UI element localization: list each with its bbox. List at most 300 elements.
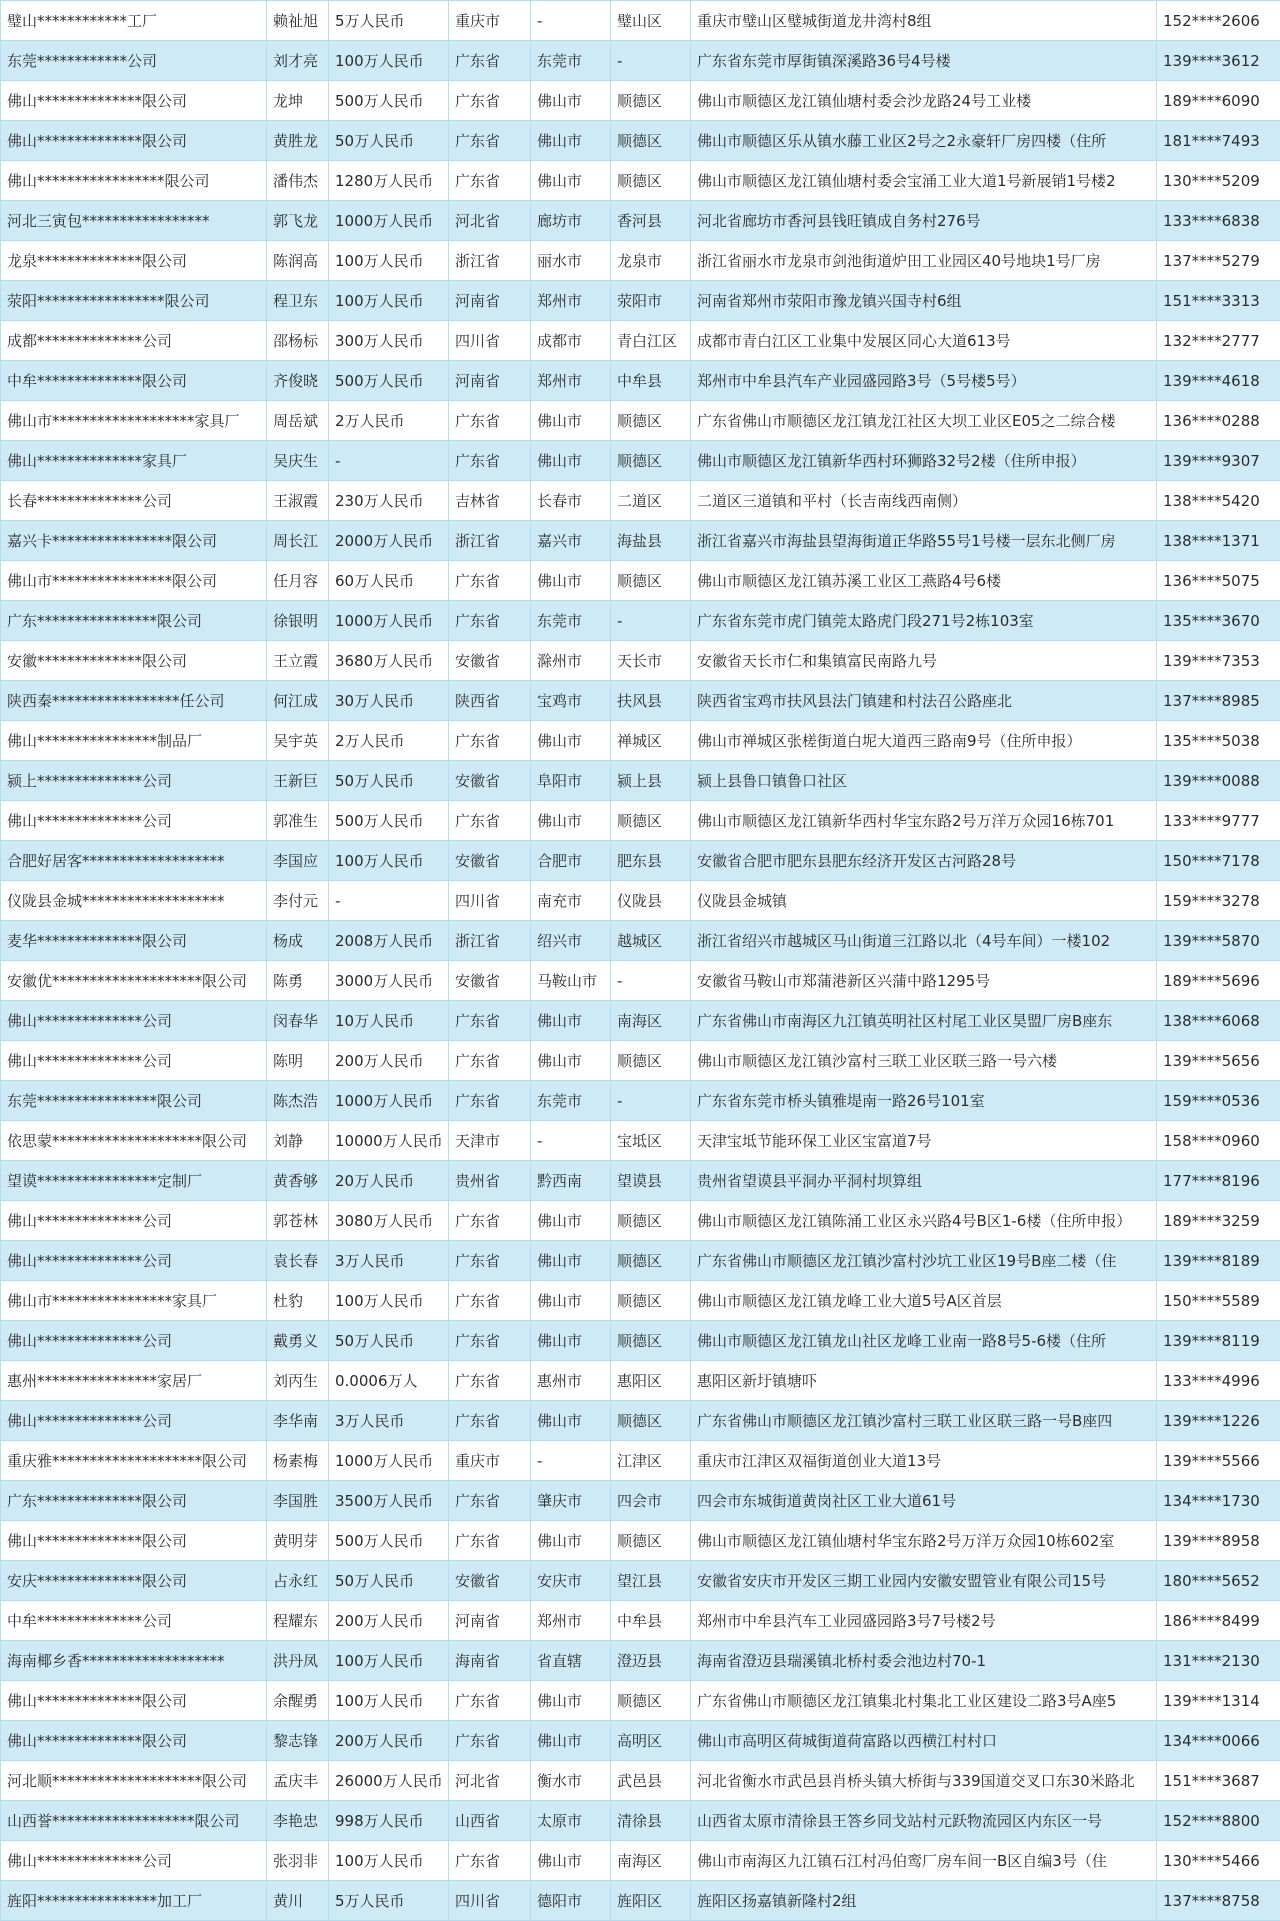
contact-name-cell: 程耀东 — [267, 1601, 329, 1641]
registered-capital-cell: 100万人民币 — [329, 41, 449, 81]
contact-name-cell: 周长江 — [267, 521, 329, 561]
contact-name-cell: 杨成 — [267, 921, 329, 961]
company-name-cell: 合肥好居客******************* — [1, 841, 267, 881]
company-name-cell: 旌阳****************加工厂 — [1, 1881, 267, 1921]
district-cell: 香河县 — [611, 201, 691, 241]
district-cell: 中牟县 — [611, 1601, 691, 1641]
phone-cell: 133****4996 — [1157, 1361, 1280, 1401]
city-cell: 肇庆市 — [531, 1481, 611, 1521]
phone-cell: 139****8958 — [1157, 1521, 1280, 1561]
district-cell: 顺德区 — [611, 1281, 691, 1321]
province-cell: 山西省 — [449, 1801, 531, 1841]
contact-name-cell: 赖祉旭 — [267, 1, 329, 41]
table-row — [1, 201, 1280, 241]
registered-capital-cell: 50万人民币 — [329, 1561, 449, 1601]
address-cell: 广东省东莞市桥头镇雅堤南一路26号101室 — [691, 1081, 1157, 1121]
registered-capital-cell: 3万人民币 — [329, 1401, 449, 1441]
district-cell: 肥东县 — [611, 841, 691, 881]
city-cell: 佛山市 — [531, 1241, 611, 1281]
address-cell: 安徽省合肥市肥东县肥东经济开发区古河路28号 — [691, 841, 1157, 881]
district-cell: 越城区 — [611, 921, 691, 961]
phone-cell: 130****5209 — [1157, 161, 1280, 201]
contact-name-cell: 齐俊晓 — [267, 361, 329, 401]
district-cell: - — [611, 41, 691, 81]
address-cell: 佛山市顺德区龙江镇龙山社区龙峰工业南一路8号5-6楼（住所 — [691, 1321, 1157, 1361]
city-cell: 佛山市 — [531, 1321, 611, 1361]
company-name-cell: 佛山**************限公司 — [1, 1721, 267, 1761]
province-cell: 广东省 — [449, 1001, 531, 1041]
address-cell: 佛山市禅城区张槎街道白坭大道西三路南9号（住所申报） — [691, 721, 1157, 761]
address-cell: 河南省郑州市荥阳市豫龙镇兴国寺村6组 — [691, 281, 1157, 321]
address-cell: 广东省佛山市南海区九江镇英明社区村尾工业区昊盟厂房B座东 — [691, 1001, 1157, 1041]
district-cell: 二道区 — [611, 481, 691, 521]
phone-cell: 139****0088 — [1157, 761, 1280, 801]
company-name-cell: 安徽优********************限公司 — [1, 961, 267, 1001]
contact-name-cell: 王立霞 — [267, 641, 329, 681]
table-row — [1, 441, 1280, 481]
contact-name-cell: 徐银明 — [267, 601, 329, 641]
phone-cell: 137****8985 — [1157, 681, 1280, 721]
company-name-cell: 佛山**************家具厂 — [1, 441, 267, 481]
province-cell: 吉林省 — [449, 481, 531, 521]
table-row — [1, 1121, 1280, 1161]
district-cell: 天长市 — [611, 641, 691, 681]
district-cell: 顺德区 — [611, 81, 691, 121]
table-row — [1, 721, 1280, 761]
address-cell: 陕西省宝鸡市扶风县法门镇建和村法召公路座北 — [691, 681, 1157, 721]
phone-cell: 134****0066 — [1157, 1721, 1280, 1761]
address-cell: 佛山市顺德区龙江镇龙峰工业大道5号A区首层 — [691, 1281, 1157, 1321]
table-row — [1, 1361, 1280, 1401]
phone-cell: 136****5075 — [1157, 561, 1280, 601]
phone-cell: 158****0960 — [1157, 1121, 1280, 1161]
contact-name-cell: 龙坤 — [267, 81, 329, 121]
company-name-cell: 璧山************工厂 — [1, 1, 267, 41]
city-cell: 佛山市 — [531, 121, 611, 161]
province-cell: 浙江省 — [449, 921, 531, 961]
phone-cell: 139****9307 — [1157, 441, 1280, 481]
district-cell: 江津区 — [611, 1441, 691, 1481]
phone-cell: 138****1371 — [1157, 521, 1280, 561]
city-cell: 嘉兴市 — [531, 521, 611, 561]
province-cell: 四川省 — [449, 321, 531, 361]
registered-capital-cell: 1000万人民币 — [329, 601, 449, 641]
address-cell: 佛山市高明区荷城街道荷富路以西横江村村口 — [691, 1721, 1157, 1761]
city-cell: 太原市 — [531, 1801, 611, 1841]
table-row — [1, 961, 1280, 1001]
phone-cell: 151****3687 — [1157, 1761, 1280, 1801]
province-cell: 安徽省 — [449, 641, 531, 681]
city-cell: 成都市 — [531, 321, 611, 361]
province-cell: 海南省 — [449, 1641, 531, 1681]
address-cell: 天津宝坻节能环保工业区宝富道7号 — [691, 1121, 1157, 1161]
phone-cell: 139****1226 — [1157, 1401, 1280, 1441]
district-cell: 南海区 — [611, 1841, 691, 1881]
table-row — [1, 361, 1280, 401]
table-row — [1, 561, 1280, 601]
table-row — [1, 121, 1280, 161]
company-name-cell: 佛山**************公司 — [1, 1001, 267, 1041]
province-cell: 重庆市 — [449, 1441, 531, 1481]
district-cell: 龙泉市 — [611, 241, 691, 281]
contact-name-cell: 王淑霞 — [267, 481, 329, 521]
district-cell: 璧山区 — [611, 1, 691, 41]
address-cell: 重庆市江津区双福街道创业大道13号 — [691, 1441, 1157, 1481]
contact-name-cell: 杨素梅 — [267, 1441, 329, 1481]
registered-capital-cell: 2万人民币 — [329, 401, 449, 441]
registered-capital-cell: 230万人民币 — [329, 481, 449, 521]
company-name-cell: 海南椰乡香******************* — [1, 1641, 267, 1681]
table-row — [1, 1761, 1280, 1801]
table-row — [1, 1041, 1280, 1081]
phone-cell: 189****6090 — [1157, 81, 1280, 121]
city-cell: 东莞市 — [531, 601, 611, 641]
phone-cell: 139****5870 — [1157, 921, 1280, 961]
address-cell: 成都市青白江区工业集中发展区同心大道613号 — [691, 321, 1157, 361]
province-cell: 安徽省 — [449, 961, 531, 1001]
company-name-cell: 佛山**************限公司 — [1, 1521, 267, 1561]
address-cell: 广东省东莞市厚街镇深溪路36号4号楼 — [691, 41, 1157, 81]
registered-capital-cell: 998万人民币 — [329, 1801, 449, 1841]
table-row — [1, 1161, 1280, 1201]
address-cell: 颍上县鲁口镇鲁口社区 — [691, 761, 1157, 801]
company-name-cell: 河北顺********************限公司 — [1, 1761, 267, 1801]
company-name-cell: 安庆**************限公司 — [1, 1561, 267, 1601]
city-cell: 佛山市 — [531, 801, 611, 841]
address-cell: 郑州市中牟县汽车工业园盛园路3号7号楼2号 — [691, 1601, 1157, 1641]
province-cell: 广东省 — [449, 801, 531, 841]
contact-name-cell: 程卫东 — [267, 281, 329, 321]
district-cell: 旌阳区 — [611, 1881, 691, 1921]
contact-name-cell: 闵春华 — [267, 1001, 329, 1041]
city-cell: 东莞市 — [531, 1081, 611, 1121]
province-cell: 安徽省 — [449, 1561, 531, 1601]
company-name-cell: 东莞************公司 — [1, 41, 267, 81]
phone-cell: 139****3612 — [1157, 41, 1280, 81]
company-name-cell: 广东****************限公司 — [1, 601, 267, 641]
city-cell: 省直辖 — [531, 1641, 611, 1681]
company-name-cell: 龙泉**************限公司 — [1, 241, 267, 281]
registered-capital-cell: 100万人民币 — [329, 1681, 449, 1721]
contact-name-cell: 郭飞龙 — [267, 201, 329, 241]
phone-cell: 135****5038 — [1157, 721, 1280, 761]
province-cell: 广东省 — [449, 41, 531, 81]
province-cell: 安徽省 — [449, 761, 531, 801]
district-cell: 南海区 — [611, 1001, 691, 1041]
phone-cell: 189****3259 — [1157, 1201, 1280, 1241]
district-cell: 清徐县 — [611, 1801, 691, 1841]
province-cell: 广东省 — [449, 1321, 531, 1361]
registered-capital-cell: 200万人民币 — [329, 1721, 449, 1761]
phone-cell: 130****5466 — [1157, 1841, 1280, 1881]
contact-name-cell: 刘丙生 — [267, 1361, 329, 1401]
contact-name-cell: 黎志锋 — [267, 1721, 329, 1761]
phone-cell: 186****8499 — [1157, 1601, 1280, 1641]
phone-cell: 159****3278 — [1157, 881, 1280, 921]
province-cell: 广东省 — [449, 601, 531, 641]
company-name-cell: 佛山**************限公司 — [1, 81, 267, 121]
registered-capital-cell: 3680万人民币 — [329, 641, 449, 681]
phone-cell: 139****8189 — [1157, 1241, 1280, 1281]
registered-capital-cell: 100万人民币 — [329, 241, 449, 281]
phone-cell: 139****1314 — [1157, 1681, 1280, 1721]
phone-cell: 152****8800 — [1157, 1801, 1280, 1841]
city-cell: 郑州市 — [531, 361, 611, 401]
district-cell: 中牟县 — [611, 361, 691, 401]
contact-name-cell: 周岳斌 — [267, 401, 329, 441]
province-cell: 广东省 — [449, 1041, 531, 1081]
table-row — [1, 1241, 1280, 1281]
district-cell: 四会市 — [611, 1481, 691, 1521]
district-cell: 惠阳区 — [611, 1361, 691, 1401]
city-cell: 安庆市 — [531, 1561, 611, 1601]
company-name-cell: 广东**************限公司 — [1, 1481, 267, 1521]
table-row — [1, 241, 1280, 281]
province-cell: 河北省 — [449, 201, 531, 241]
city-cell: 阜阳市 — [531, 761, 611, 801]
registered-capital-cell: 60万人民币 — [329, 561, 449, 601]
province-cell: 陕西省 — [449, 681, 531, 721]
city-cell: 南充市 — [531, 881, 611, 921]
phone-cell: 139****5566 — [1157, 1441, 1280, 1481]
company-name-cell: 佛山**************公司 — [1, 1321, 267, 1361]
table-row — [1, 481, 1280, 521]
address-cell: 佛山市南海区九江镇石江村冯伯鸾厂房车间一B区自编3号（住 — [691, 1841, 1157, 1881]
district-cell: 仪陇县 — [611, 881, 691, 921]
address-cell: 安徽省安庆市开发区三期工业园内安徽安盟管业有限公司15号 — [691, 1561, 1157, 1601]
company-name-cell: 重庆雅********************限公司 — [1, 1441, 267, 1481]
phone-cell: 136****0288 — [1157, 401, 1280, 441]
district-cell: 荥阳市 — [611, 281, 691, 321]
province-cell: 广东省 — [449, 1841, 531, 1881]
registered-capital-cell: 50万人民币 — [329, 1321, 449, 1361]
table-row — [1, 921, 1280, 961]
company-name-cell: 望谟****************定制厂 — [1, 1161, 267, 1201]
registered-capital-cell: 0.0006万人 — [329, 1361, 449, 1401]
contact-name-cell: 刘静 — [267, 1121, 329, 1161]
table-row — [1, 1681, 1280, 1721]
contact-name-cell: 陈杰浩 — [267, 1081, 329, 1121]
phone-cell: 189****5696 — [1157, 961, 1280, 1001]
address-cell: 广东省佛山市顺德区龙江镇沙富村沙坑工业区19号B座二楼（住 — [691, 1241, 1157, 1281]
address-cell: 佛山市顺德区龙江镇陈涌工业区永兴路4号B区1-6楼（住所申报） — [691, 1201, 1157, 1241]
registered-capital-cell: 50万人民币 — [329, 761, 449, 801]
table-row — [1, 81, 1280, 121]
table-row — [1, 1201, 1280, 1241]
address-cell: 佛山市顺德区龙江镇苏溪工业区工燕路4号6楼 — [691, 561, 1157, 601]
registered-capital-cell: 10万人民币 — [329, 1001, 449, 1041]
contact-name-cell: 袁长春 — [267, 1241, 329, 1281]
city-cell: - — [531, 1441, 611, 1481]
company-name-cell: 佛山*****************限公司 — [1, 161, 267, 201]
company-name-cell: 佛山**************限公司 — [1, 1681, 267, 1721]
province-cell: 贵州省 — [449, 1161, 531, 1201]
phone-cell: 134****1730 — [1157, 1481, 1280, 1521]
address-cell: 广东省佛山市顺德区龙江镇集北村集北工业区建设二路3号A座5 — [691, 1681, 1157, 1721]
contact-name-cell: 李国胜 — [267, 1481, 329, 1521]
district-cell: 顺德区 — [611, 1401, 691, 1441]
address-cell: 旌阳区扬嘉镇新隆村2组 — [691, 1881, 1157, 1921]
table-row — [1, 401, 1280, 441]
district-cell: 高明区 — [611, 1721, 691, 1761]
company-name-cell: 佛山**************公司 — [1, 1041, 267, 1081]
table-row — [1, 1081, 1280, 1121]
city-cell: 佛山市 — [531, 81, 611, 121]
contact-name-cell: 张羽非 — [267, 1841, 329, 1881]
address-cell: 广东省佛山市顺德区龙江镇沙富村三联工业区联三路一号B座四 — [691, 1401, 1157, 1441]
registered-capital-cell: 1280万人民币 — [329, 161, 449, 201]
address-cell: 仪陇县金城镇 — [691, 881, 1157, 921]
address-cell: 佛山市顺德区乐从镇水藤工业区2号之2永豪轩厂房四楼（住所 — [691, 121, 1157, 161]
address-cell: 二道区三道镇和平村（长吉南线西南侧） — [691, 481, 1157, 521]
registered-capital-cell: 5万人民币 — [329, 1, 449, 41]
table-row — [1, 841, 1280, 881]
registered-capital-cell: 100万人民币 — [329, 1281, 449, 1321]
registered-capital-cell: 3000万人民币 — [329, 961, 449, 1001]
phone-cell: 139****4618 — [1157, 361, 1280, 401]
registered-capital-cell: 100万人民币 — [329, 281, 449, 321]
table-row — [1, 161, 1280, 201]
table-row — [1, 1601, 1280, 1641]
district-cell: - — [611, 961, 691, 1001]
table-row — [1, 1801, 1280, 1841]
company-name-cell: 东莞****************限公司 — [1, 1081, 267, 1121]
contact-name-cell: 陈勇 — [267, 961, 329, 1001]
contact-name-cell: 吴庆生 — [267, 441, 329, 481]
table-row — [1, 1561, 1280, 1601]
company-name-cell: 颍上**************公司 — [1, 761, 267, 801]
table-row — [1, 801, 1280, 841]
phone-cell: 132****2777 — [1157, 321, 1280, 361]
contact-name-cell: 占永红 — [267, 1561, 329, 1601]
company-name-cell: 佛山**************公司 — [1, 1401, 267, 1441]
company-name-cell: 嘉兴卡****************限公司 — [1, 521, 267, 561]
table-row — [1, 1641, 1280, 1681]
district-cell: 顺德区 — [611, 1521, 691, 1561]
company-name-cell: 佛山市****************限公司 — [1, 561, 267, 601]
registered-capital-cell: 2000万人民币 — [329, 521, 449, 561]
company-name-cell: 佛山**************公司 — [1, 1841, 267, 1881]
province-cell: 重庆市 — [449, 1, 531, 41]
table-row — [1, 281, 1280, 321]
province-cell: 浙江省 — [449, 521, 531, 561]
province-cell: 广东省 — [449, 1361, 531, 1401]
phone-cell: 137****8758 — [1157, 1881, 1280, 1921]
city-cell: 佛山市 — [531, 1721, 611, 1761]
registered-capital-cell: 30万人民币 — [329, 681, 449, 721]
address-cell: 河北省衡水市武邑县肖桥头镇大桥街与339国道交叉口东30米路北 — [691, 1761, 1157, 1801]
contact-name-cell: 任月容 — [267, 561, 329, 601]
city-cell: 长春市 — [531, 481, 611, 521]
table-row — [1, 1481, 1280, 1521]
address-cell: 广东省佛山市顺德区龙江镇龙江社区大坝工业区E05之二综合楼 — [691, 401, 1157, 441]
contact-name-cell: 黄胜龙 — [267, 121, 329, 161]
city-cell: - — [531, 1121, 611, 1161]
address-cell: 四会市东城街道黄岗社区工业大道61号 — [691, 1481, 1157, 1521]
table-body — [1, 1, 1280, 1921]
contact-name-cell: 王新巨 — [267, 761, 329, 801]
table-row — [1, 601, 1280, 641]
province-cell: 广东省 — [449, 401, 531, 441]
registered-capital-cell: 200万人民币 — [329, 1601, 449, 1641]
district-cell: 颍上县 — [611, 761, 691, 801]
city-cell: 佛山市 — [531, 721, 611, 761]
district-cell: 望谟县 — [611, 1161, 691, 1201]
address-cell: 浙江省嘉兴市海盐县望海街道正华路55号1号楼一层东北侧厂房 — [691, 521, 1157, 561]
city-cell: 佛山市 — [531, 1001, 611, 1041]
province-cell: 天津市 — [449, 1121, 531, 1161]
city-cell: 佛山市 — [531, 441, 611, 481]
contact-name-cell: 余醒勇 — [267, 1681, 329, 1721]
table-row — [1, 1881, 1280, 1921]
district-cell: 顺德区 — [611, 441, 691, 481]
province-cell: 广东省 — [449, 1401, 531, 1441]
table-row — [1, 41, 1280, 81]
registered-capital-cell: 500万人民币 — [329, 361, 449, 401]
registered-capital-cell: 1000万人民币 — [329, 1441, 449, 1481]
table-row — [1, 321, 1280, 361]
province-cell: 河南省 — [449, 281, 531, 321]
phone-cell: 139****7353 — [1157, 641, 1280, 681]
phone-cell: 135****3670 — [1157, 601, 1280, 641]
province-cell: 广东省 — [449, 161, 531, 201]
phone-cell: 177****8196 — [1157, 1161, 1280, 1201]
phone-cell: 139****5656 — [1157, 1041, 1280, 1081]
city-cell: 宝鸡市 — [531, 681, 611, 721]
contact-name-cell: 李付元 — [267, 881, 329, 921]
registered-capital-cell: 2008万人民币 — [329, 921, 449, 961]
table-row — [1, 1281, 1280, 1321]
province-cell: 广东省 — [449, 561, 531, 601]
province-cell: 广东省 — [449, 1241, 531, 1281]
registered-capital-cell: 100万人民币 — [329, 1841, 449, 1881]
city-cell: 廊坊市 — [531, 201, 611, 241]
address-cell: 浙江省丽水市龙泉市剑池街道炉田工业园区40号地块1号厂房 — [691, 241, 1157, 281]
address-cell: 惠阳区新圩镇塘吓 — [691, 1361, 1157, 1401]
table-row — [1, 1, 1280, 41]
province-cell: 广东省 — [449, 1281, 531, 1321]
district-cell: 顺德区 — [611, 1681, 691, 1721]
district-cell: 禅城区 — [611, 721, 691, 761]
phone-cell: 133****6838 — [1157, 201, 1280, 241]
address-cell: 河北省廊坊市香河县钱旺镇成自务村276号 — [691, 201, 1157, 241]
city-cell: 郑州市 — [531, 281, 611, 321]
district-cell: 武邑县 — [611, 1761, 691, 1801]
city-cell: - — [531, 1, 611, 41]
address-cell: 浙江省绍兴市越城区马山街道三江路以北（4号车间）一楼102 — [691, 921, 1157, 961]
city-cell: 马鞍山市 — [531, 961, 611, 1001]
city-cell: 衡水市 — [531, 1761, 611, 1801]
district-cell: 顺德区 — [611, 1201, 691, 1241]
city-cell: 德阳市 — [531, 1881, 611, 1921]
table-row — [1, 881, 1280, 921]
table-row — [1, 1441, 1280, 1481]
phone-cell: 150****5589 — [1157, 1281, 1280, 1321]
company-name-cell: 佛山市****************家具厂 — [1, 1281, 267, 1321]
phone-cell: 138****5420 — [1157, 481, 1280, 521]
province-cell: 河南省 — [449, 361, 531, 401]
district-cell: 宝坻区 — [611, 1121, 691, 1161]
phone-cell: 133****9777 — [1157, 801, 1280, 841]
contact-name-cell: 邵杨标 — [267, 321, 329, 361]
contact-name-cell: 孟庆丰 — [267, 1761, 329, 1801]
contact-name-cell: 刘才亮 — [267, 41, 329, 81]
district-cell: 青白江区 — [611, 321, 691, 361]
company-name-cell: 佛山**************公司 — [1, 1241, 267, 1281]
district-cell: 顺德区 — [611, 161, 691, 201]
registered-capital-cell: 3080万人民币 — [329, 1201, 449, 1241]
address-cell: 佛山市顺德区龙江镇仙塘村委会沙龙路24号工业楼 — [691, 81, 1157, 121]
